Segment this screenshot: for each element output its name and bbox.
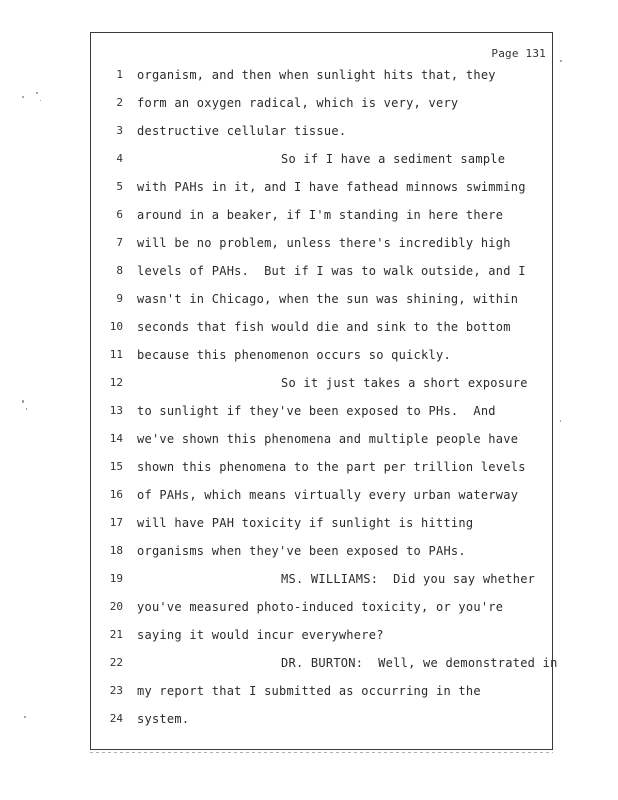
transcript-line bbox=[91, 677, 552, 705]
transcript-line bbox=[91, 453, 552, 481]
line-number: 24 bbox=[109, 712, 123, 725]
line-text: form an oxygen radical, which is very, very bbox=[137, 96, 459, 110]
line-number: 4 bbox=[116, 152, 123, 165]
line-number: 6 bbox=[116, 208, 123, 221]
line-number: 17 bbox=[109, 516, 123, 529]
line-number: 23 bbox=[109, 684, 123, 697]
transcript-line bbox=[91, 509, 552, 537]
scan-speck bbox=[26, 408, 27, 410]
line-text: system. bbox=[137, 712, 190, 726]
line-text: with PAHs in it, and I have fathead minnows swimming bbox=[137, 180, 526, 194]
line-text: seconds that fish would die and sink to the bottom bbox=[137, 320, 511, 334]
transcript-line bbox=[91, 425, 552, 453]
transcript-line bbox=[91, 61, 552, 89]
transcript-line bbox=[91, 369, 552, 397]
line-text: So it just takes a short exposure bbox=[281, 376, 528, 390]
transcript-line bbox=[91, 89, 552, 117]
scan-speck bbox=[22, 400, 24, 403]
line-text: wasn't in Chicago, when the sun was shining, within bbox=[137, 292, 519, 306]
transcript-line bbox=[91, 145, 552, 173]
transcript-line bbox=[91, 117, 552, 145]
transcript-line bbox=[91, 173, 552, 201]
line-number: 9 bbox=[116, 292, 123, 305]
scan-speck bbox=[560, 420, 561, 422]
transcript-line bbox=[91, 341, 552, 369]
line-number: 3 bbox=[116, 124, 123, 137]
line-text: we've shown this phenomena and multiple people have bbox=[137, 432, 519, 446]
scan-speck bbox=[40, 100, 41, 101]
line-text: organism, and then when sunlight hits that, they bbox=[137, 68, 496, 82]
page-number: Page 131 bbox=[491, 47, 546, 60]
line-number: 19 bbox=[109, 572, 123, 585]
transcript-line bbox=[91, 537, 552, 565]
line-text: because this phenomenon occurs so quickly. bbox=[137, 348, 451, 362]
line-number: 15 bbox=[109, 460, 123, 473]
scan-speck bbox=[22, 96, 24, 98]
line-text: my report that I submitted as occurring in the bbox=[137, 684, 481, 698]
transcript-line bbox=[91, 649, 558, 677]
transcript-line bbox=[91, 313, 552, 341]
line-number: 21 bbox=[109, 628, 123, 641]
line-number: 14 bbox=[109, 432, 123, 445]
transcript-line bbox=[91, 257, 552, 285]
line-number: 7 bbox=[116, 236, 123, 249]
line-number: 13 bbox=[109, 404, 123, 417]
line-number: 5 bbox=[116, 180, 123, 193]
line-text: destructive cellular tissue. bbox=[137, 124, 347, 138]
scan-bottom-edge bbox=[90, 752, 553, 753]
line-number: 8 bbox=[116, 264, 123, 277]
transcript-page bbox=[90, 32, 558, 750]
scan-speck bbox=[24, 716, 26, 718]
line-text: will be no problem, unless there's incredibly high bbox=[137, 236, 511, 250]
line-number: 2 bbox=[116, 96, 123, 109]
transcript-line bbox=[91, 593, 552, 621]
line-number: 16 bbox=[109, 488, 123, 501]
line-number: 20 bbox=[109, 600, 123, 613]
line-text: of PAHs, which means virtually every urban waterway bbox=[137, 488, 519, 502]
line-text: levels of PAHs. But if I was to walk outside, and I bbox=[137, 264, 526, 278]
transcript-line bbox=[91, 229, 552, 257]
line-number: 10 bbox=[109, 320, 123, 333]
line-text: shown this phenomena to the part per trillion levels bbox=[137, 460, 526, 474]
line-text: around in a beaker, if I'm standing in here there bbox=[137, 208, 504, 222]
line-number: 12 bbox=[109, 376, 123, 389]
transcript-line bbox=[91, 705, 552, 733]
line-text: organisms when they've been exposed to PAHs. bbox=[137, 544, 466, 558]
line-number: 22 bbox=[109, 656, 123, 669]
line-number: 18 bbox=[109, 544, 123, 557]
scan-speck bbox=[560, 60, 562, 62]
transcript-line bbox=[91, 621, 552, 649]
transcript-line bbox=[91, 201, 552, 229]
transcript-line bbox=[91, 481, 552, 509]
transcript-line bbox=[91, 397, 552, 425]
line-number: 1 bbox=[116, 68, 123, 81]
line-number: 11 bbox=[109, 348, 123, 361]
line-text: MS. WILLIAMS: Did you say whether bbox=[281, 572, 536, 586]
line-text: So if I have a sediment sample bbox=[281, 152, 506, 166]
line-text: you've measured photo-induced toxicity, or you're bbox=[137, 600, 504, 614]
transcript-line bbox=[91, 285, 552, 313]
line-text: DR. BURTON: Well, we demonstrated in bbox=[281, 656, 558, 670]
line-text: saying it would incur everywhere? bbox=[137, 628, 384, 642]
scan-speck bbox=[36, 92, 38, 94]
line-text: will have PAH toxicity if sunlight is hitting bbox=[137, 516, 474, 530]
transcript-line bbox=[91, 565, 552, 593]
line-text: to sunlight if they've been exposed to PHs. And bbox=[137, 404, 496, 418]
